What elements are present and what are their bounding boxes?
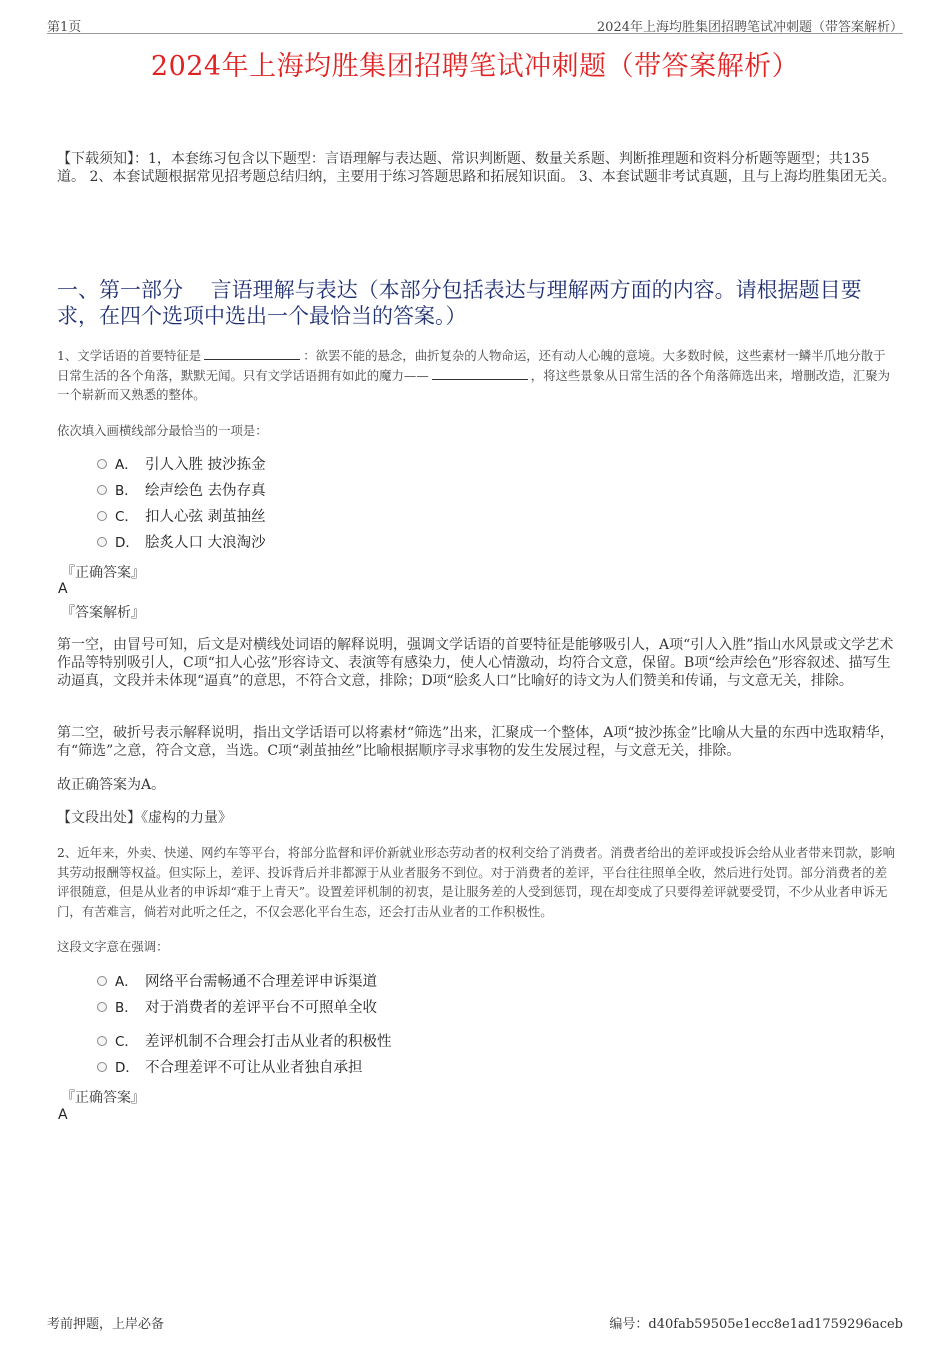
answer-value: A — [58, 581, 68, 597]
footer-slogan: 考前押题，上岸必备 — [47, 1317, 165, 1332]
answer-label: 『正确答案』 — [61, 565, 145, 581]
q2-option-d[interactable]: D． 不合理差评不可让从业者独自承担 — [97, 1058, 363, 1078]
answer-value: A — [58, 1107, 68, 1123]
analysis-paragraph: 第二空，破折号表示解释说明，指出文学话语可以将素材“筛选”出来，汇聚成一个整体，A项“披沙拣金”比喻从大量的东西中选取精华，有“筛选”之意，符合文意，当选。C项“剥茧抽丝”比喻根据顺序寻求事物的发生发展过程，与文意无关，排除。 — [57, 725, 894, 759]
radio-icon[interactable] — [97, 485, 107, 495]
question-1-stem: 1、文学话语的首要特征是 ：欲罢不能的悬念，曲折复杂的人物命运，还有动人心魄的意境。大多数时候，这些素材一鳞半爪地分散于日常生活的各个角落，默默无闻。只有文学话语拥有如此的魔力—— ，将这些景象从日常生活的各个角落筛选出来，增删改造，汇聚为一个崭新而又熟悉的整体。 — [57, 348, 891, 402]
document-id: 编号：d40fab59505e1ecc8e1ad1759296aceb — [609, 1317, 903, 1332]
fill-blank — [432, 368, 528, 380]
q1-option-c[interactable]: C． 扣人心弦 剥茧抽丝 — [97, 507, 266, 527]
q2-option-c[interactable]: C． 差评机制不合理会打击从业者的积极性 — [97, 1032, 392, 1052]
answer-label: 『正确答案』 — [61, 1090, 145, 1106]
question-1-prompt: 依次填入画横线部分最恰当的一项是： — [57, 423, 268, 438]
q1-option-b[interactable]: B． 绘声绘色 去伪存真 — [97, 481, 266, 501]
question-2-stem: 2、近年来，外卖、快递、网约车等平台，将部分监督和评价新就业形态劳动者的权利交给了消费者。消费者给出的差评或投诉会给从业者带来罚款，影响其劳动报酬等权益。但实际上，差评、投诉背后并非都源于从业者服务不到位。对于消费者的差评，平台往往照单全收，然后进行处罚。部分消费者的差评很随意，但是从业者的申诉却“难于上青天”。设置差评机制的初衷，是让服务差的人受到惩罚，现在却变成了只要得差评就要受罚，不少从业者申诉无门，有苦难言，倘若对此听之任之，不仅会恶化平台生态，还会打击从业者的工作积极性。 — [57, 845, 896, 919]
running-title: 2024年上海均胜集团招聘笔试冲刺题（带答案解析） — [596, 20, 903, 35]
radio-icon[interactable] — [97, 1036, 107, 1046]
question-2-prompt: 这段文字意在强调： — [57, 939, 169, 954]
document-title: 2024年上海均胜集团招聘笔试冲刺题（带答案解析） — [150, 51, 800, 82]
radio-icon[interactable] — [97, 511, 107, 521]
analysis-conclusion: 故正确答案为A。 — [57, 777, 166, 793]
analysis-paragraph: 第一空，由冒号可知，后文是对横线处词语的解释说明，强调文学话语的首要特征是能够吸引人，A项“引人入胜”指山水风景或文学艺术作品等特别吸引人，C项“扣人心弦”形容诗文、表演等有感染力，使人心情激动，均符合文意，保留。B项“绘声绘色”形容叙述、描写生动逼真，文段并未体现“逼真”的意思，不符合文意，排除；D项“脍炙人口”比喻好的诗文为人们赞美和传诵，与文意无关，排除。 — [57, 637, 894, 689]
q1-option-d[interactable]: D． 脍炙人口 大浪淘沙 — [97, 533, 266, 553]
section-title: 一、第一部分 言语理解与表达（本部分包括表达与理解两方面的内容。请根据题目要求，在四个选项中选出一个最恰当的答案。） — [57, 278, 862, 328]
radio-icon[interactable] — [97, 1002, 107, 1012]
radio-icon[interactable] — [97, 976, 107, 986]
q2-option-a[interactable]: A． 网络平台需畅通不合理差评申诉渠道 — [97, 972, 377, 992]
fill-blank — [204, 348, 300, 360]
download-notice: 【下载须知】：1，本套练习包含以下题型：言语理解与表达题、常识判断题、数量关系题、判断推理题和资料分析题等题型；共135道。 2、本套试题根据常见招考题总结归纳，主要用于练习答题思路和拓展知识面。 3、本套试题非考试真题，且与上海均胜集团无关。 — [57, 151, 896, 185]
radio-icon[interactable] — [97, 537, 107, 547]
radio-icon[interactable] — [97, 1062, 107, 1072]
q2-option-b[interactable]: B． 对于消费者的差评平台不可照单全收 — [97, 998, 377, 1018]
analysis-label: 『答案解析』 — [61, 605, 145, 621]
page-header — [47, 14, 903, 34]
q1-option-a[interactable]: A． 引人入胜 披沙拣金 — [97, 455, 266, 475]
passage-source: 【文段出处】《虚构的力量》 — [57, 810, 232, 826]
radio-icon[interactable] — [97, 459, 107, 469]
page-number: 第1页 — [47, 20, 82, 35]
